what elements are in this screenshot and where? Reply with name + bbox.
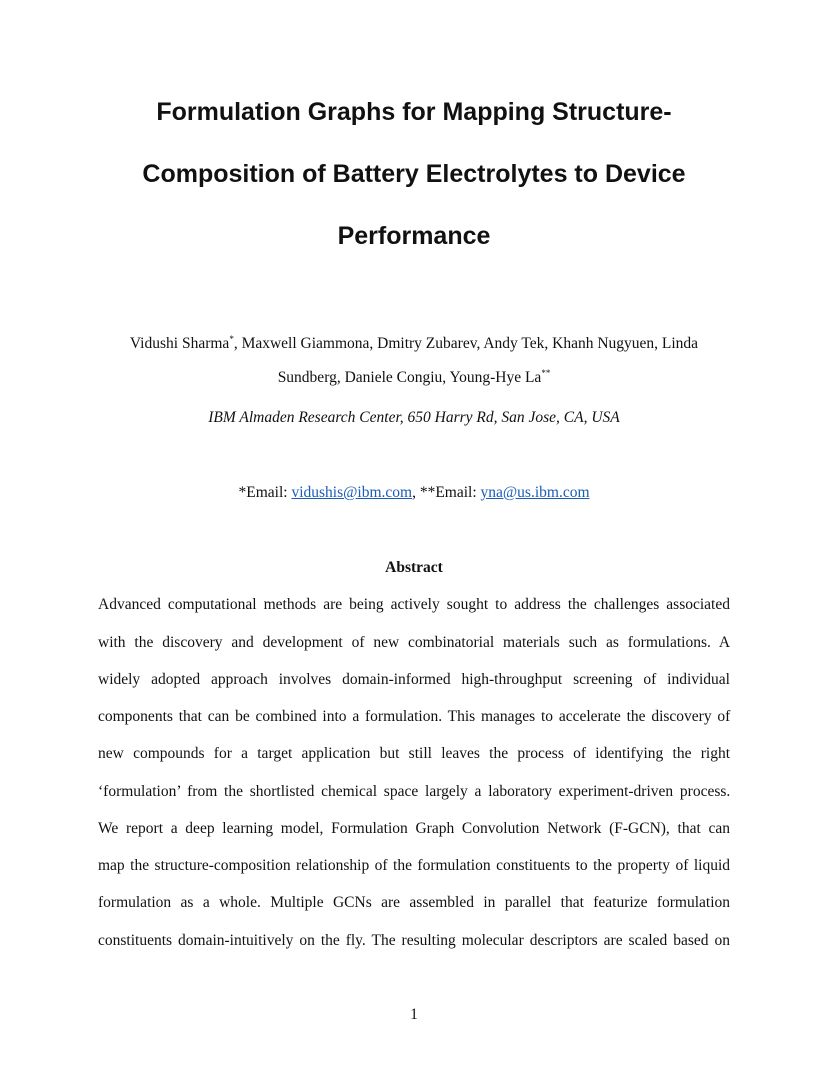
author-names: , Maxwell Giammona, Dmitry Zubarev, Andy Tek, Khanh Nugyuen, Linda	[233, 335, 699, 352]
author-list-line-2	[60, 369, 768, 387]
paper-title-line-2: Composition of Battery Electrolytes to Device	[142, 160, 686, 188]
page-number: 1	[410, 1006, 418, 1023]
abstract-line: constituents domain-intuitively on the fly. The resulting molecular descriptors are scaled based on	[98, 932, 730, 949]
email-link-1[interactable]: vidushis@ibm.com	[291, 484, 413, 501]
abstract-line: Advanced computational methods are being actively sought to address the challenges associated	[98, 596, 730, 613]
corresponding-mark: *	[229, 334, 234, 344]
email-separator: , **Email:	[412, 484, 481, 501]
abstract-heading: Abstract	[385, 559, 443, 576]
author-names: Sundberg, Daniele Congiu, Young-Hye La	[277, 369, 542, 386]
email-link-2[interactable]: yna@us.ibm.com	[480, 484, 590, 501]
email-label: *Email:	[238, 484, 292, 501]
abstract-line: with the discovery and development of new combinatorial materials such as formulations. A	[98, 634, 731, 651]
corresponding-mark: **	[541, 368, 551, 378]
paper-title-line-3: Performance	[337, 222, 491, 250]
author-list-line-1	[60, 335, 768, 353]
abstract-line: components that can be combined into a formulation. This manages to accelerate the discovery of	[98, 708, 731, 725]
abstract-line: map the structure-composition relationship of the formulation constituents to the property of liquid	[98, 857, 730, 874]
abstract-line: new compounds for a target application but still leaves the process of identifying the right	[98, 745, 730, 762]
affiliation: IBM Almaden Research Center, 650 Harry Rd, San Jose, CA, USA	[208, 409, 620, 426]
author-name: Vidushi Sharma	[129, 335, 230, 352]
paper-title-line-1: Formulation Graphs for Mapping Structure-	[156, 98, 672, 126]
abstract-line: ‘formulation’ from the shortlisted chemical space largely a laboratory experiment-driven process.	[98, 783, 731, 800]
contact-emails	[60, 484, 768, 502]
abstract-line: formulation as a whole. Multiple GCNs are assembled in parallel that featurize formulation	[98, 894, 731, 911]
abstract-line: widely adopted approach involves domain-informed high-throughput screening of individual	[98, 671, 730, 688]
abstract-line: We report a deep learning model, Formulation Graph Convolution Network (F-GCN), that can	[98, 820, 730, 837]
